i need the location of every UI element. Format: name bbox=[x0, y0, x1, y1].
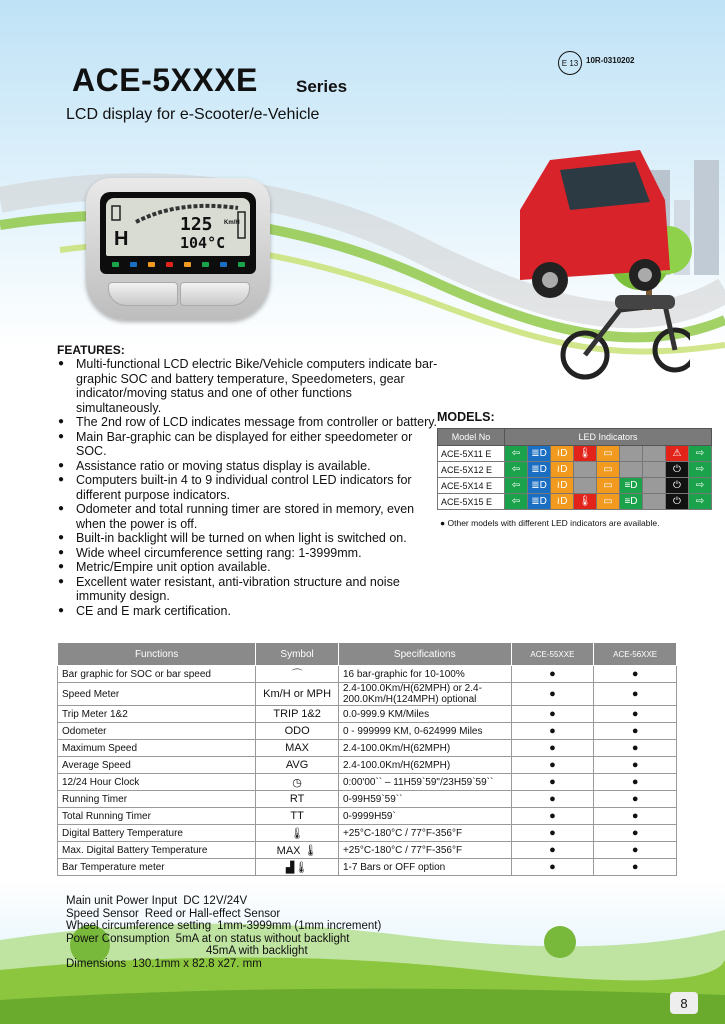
spec-function: Bar Temperature meter bbox=[58, 859, 256, 876]
spec-ace-56xxe: ● bbox=[594, 757, 677, 774]
led-cell bbox=[643, 446, 666, 462]
spec-function: 12/24 Hour Clock bbox=[58, 774, 256, 791]
spec-symbol: TT bbox=[256, 808, 339, 825]
led-cell bbox=[643, 462, 666, 478]
lcd-speed-readout: 125 bbox=[180, 214, 213, 235]
spec-function: Speed Meter bbox=[58, 683, 256, 706]
led-cell bbox=[551, 494, 574, 510]
led-cell bbox=[505, 446, 528, 462]
led-low-beam bbox=[202, 262, 209, 267]
spec-header-functions: Functions bbox=[58, 643, 256, 666]
spec-ace-56xxe: ● bbox=[594, 683, 677, 706]
general-spec-value: 130.1mm x 82.8 x27. mm bbox=[132, 957, 262, 970]
spec-function: Trip Meter 1&2 bbox=[58, 706, 256, 723]
turn-right-icon: ⇨ bbox=[689, 446, 711, 461]
spec-header-specifications: Specifications bbox=[338, 643, 511, 666]
model-name: ACE-5X15 E bbox=[438, 494, 505, 510]
fog-icon: ≀D bbox=[551, 494, 573, 509]
spec-value: 0.0-999.9 KM/Miles bbox=[338, 706, 511, 723]
temp-icon: 🌡 bbox=[574, 494, 596, 509]
spec-header-symbol: Symbol bbox=[256, 643, 339, 666]
led-temp bbox=[166, 262, 173, 267]
turn-left-icon: ⇦ bbox=[505, 478, 527, 493]
spec-ace-56xxe: ● bbox=[594, 791, 677, 808]
general-spec-label: Power Consumption bbox=[66, 932, 170, 945]
general-spec-value: DC 12V/24V bbox=[183, 895, 248, 907]
general-spec-row bbox=[66, 945, 381, 958]
low-beam-icon: ≡D bbox=[620, 478, 642, 493]
led-cell bbox=[505, 462, 528, 478]
general-spec-value: 1mm-3999mm (1mm increment) bbox=[217, 920, 382, 932]
spec-symbol: ▟🌡 bbox=[256, 859, 339, 876]
spec-ace-56xxe: ● bbox=[594, 842, 677, 859]
lcd-gear-indicator: H bbox=[114, 228, 129, 250]
fog-icon: ≀D bbox=[551, 462, 573, 477]
led-cell bbox=[597, 478, 620, 494]
headlight-icon: ≣D bbox=[528, 478, 550, 493]
spec-symbol: RT bbox=[256, 791, 339, 808]
spec-function: Total Running Timer bbox=[58, 808, 256, 825]
spec-row bbox=[58, 723, 677, 740]
spec-ace-55xxe: ● bbox=[511, 842, 594, 859]
spec-function: Running Timer bbox=[58, 791, 256, 808]
led-cell bbox=[574, 446, 597, 462]
spec-symbol: Km/H or MPH bbox=[256, 683, 339, 706]
led-turn-left bbox=[112, 262, 119, 267]
general-spec-value: 45mA with backlight bbox=[206, 945, 308, 957]
led-cell bbox=[620, 478, 643, 494]
spec-row bbox=[58, 859, 677, 876]
led-cell bbox=[689, 478, 712, 494]
e-mark-symbol: E 13 bbox=[558, 51, 582, 75]
model-row bbox=[438, 446, 712, 462]
general-spec-label: Dimensions bbox=[66, 957, 127, 970]
general-spec-row bbox=[66, 908, 381, 921]
spec-header-ace-56xxe: ACE-56XXE bbox=[594, 643, 677, 666]
led-turn-right bbox=[238, 262, 245, 267]
spec-value: 2.4-100.0Km/H(62MPH) or 2.4-200.0Km/H(124MPH) optional bbox=[338, 683, 511, 706]
spec-row bbox=[58, 757, 677, 774]
led-cell bbox=[528, 494, 551, 510]
spec-ace-56xxe: ● bbox=[594, 723, 677, 740]
lcd-screen bbox=[100, 192, 256, 274]
spec-function: Maximum Speed bbox=[58, 740, 256, 757]
led-cell bbox=[551, 462, 574, 478]
led-cell bbox=[643, 478, 666, 494]
feature-item: ● Built-in backlight will be turned on when light is switched on. bbox=[58, 531, 438, 546]
general-spec-label bbox=[66, 945, 206, 958]
spec-value: +25°C-180°C / 77°F-356°F bbox=[338, 825, 511, 842]
led-cell bbox=[689, 446, 712, 462]
feature-item: ● Main Bar-graphic can be displayed for either speedometer or SOC. bbox=[58, 430, 438, 459]
feature-item: ● The 2nd row of LCD indicates message from controller or battery. bbox=[58, 415, 438, 430]
spec-row bbox=[58, 791, 677, 808]
led-cell bbox=[666, 446, 689, 462]
spec-ace-55xxe: ● bbox=[511, 808, 594, 825]
spec-value: 0:00'00`` – 11H59`59"/23H59`59`` bbox=[338, 774, 511, 791]
spec-header-ace-55xxe: ACE-55XXE bbox=[511, 643, 594, 666]
spec-symbol: AVG bbox=[256, 757, 339, 774]
models-table-body bbox=[438, 446, 712, 510]
device-right-button bbox=[180, 282, 250, 306]
spec-ace-55xxe: ● bbox=[511, 740, 594, 757]
spec-value: 0-9999H59` bbox=[338, 808, 511, 825]
spec-row bbox=[58, 808, 677, 825]
led-power bbox=[220, 262, 227, 267]
led-fog bbox=[148, 262, 155, 267]
power-icon: ⏻ bbox=[666, 478, 688, 493]
spec-row bbox=[58, 842, 677, 859]
led-cell bbox=[574, 478, 597, 494]
series-label: Series bbox=[296, 77, 348, 96]
spec-ace-56xxe: ● bbox=[594, 859, 677, 876]
general-spec-label: Wheel circumference setting bbox=[66, 920, 212, 932]
spec-value: +25°C-180°C / 77°F-356°F bbox=[338, 842, 511, 859]
spec-ace-55xxe: ● bbox=[511, 774, 594, 791]
models-header-model: Model No bbox=[438, 429, 505, 446]
spec-ace-55xxe: ● bbox=[511, 757, 594, 774]
empty-led-cell bbox=[574, 462, 596, 477]
led-battery bbox=[184, 262, 191, 267]
spec-row bbox=[58, 706, 677, 723]
spec-ace-56xxe: ● bbox=[594, 825, 677, 842]
turn-right-icon: ⇨ bbox=[689, 494, 711, 509]
spec-function: Max. Digital Battery Temperature bbox=[58, 842, 256, 859]
spec-value: 2.4-100.0Km/H(62MPH) bbox=[338, 740, 511, 757]
model-row bbox=[438, 478, 712, 494]
feature-item: ● Excellent water resistant, anti-vibration structure and noise immunity design. bbox=[58, 575, 438, 604]
spec-ace-55xxe: ● bbox=[511, 666, 594, 683]
spec-row bbox=[58, 740, 677, 757]
led-cell bbox=[643, 494, 666, 510]
led-cell bbox=[666, 478, 689, 494]
battery-icon: ▭ bbox=[597, 446, 619, 461]
vehicle-illustrations bbox=[490, 140, 690, 380]
led-cell bbox=[505, 478, 528, 494]
headlight-icon: ≣D bbox=[528, 446, 550, 461]
headlight-icon: ≣D bbox=[528, 494, 550, 509]
led-cell bbox=[551, 478, 574, 494]
general-spec-row bbox=[66, 920, 381, 933]
spec-function: Bar graphic for SOC or bar speed bbox=[58, 666, 256, 683]
led-cell bbox=[597, 446, 620, 462]
general-spec-label: Speed Sensor bbox=[66, 907, 139, 920]
spec-ace-55xxe: ● bbox=[511, 683, 594, 706]
spec-ace-56xxe: ● bbox=[594, 666, 677, 683]
turn-right-icon: ⇨ bbox=[689, 478, 711, 493]
empty-led-cell bbox=[643, 494, 665, 509]
spec-value: 16 bar-graphic for 10-100% bbox=[338, 666, 511, 683]
feature-item: ● Assistance ratio or moving status display is available. bbox=[58, 459, 438, 474]
led-cell bbox=[620, 462, 643, 478]
model-name: ACE-5X11 E bbox=[438, 446, 505, 462]
led-headlight bbox=[130, 262, 137, 267]
spec-ace-56xxe: ● bbox=[594, 706, 677, 723]
fog-icon: ≀D bbox=[551, 446, 573, 461]
spec-symbol: ◷ bbox=[256, 774, 339, 791]
spec-value: 1-7 Bars or OFF option bbox=[338, 859, 511, 876]
spec-ace-56xxe: ● bbox=[594, 808, 677, 825]
led-cell bbox=[689, 494, 712, 510]
spec-function: Odometer bbox=[58, 723, 256, 740]
led-cell bbox=[574, 462, 597, 478]
lcd-led-row bbox=[106, 258, 250, 270]
spec-ace-55xxe: ● bbox=[511, 791, 594, 808]
headlight-icon: ≣D bbox=[528, 462, 550, 477]
page-number: 8 bbox=[670, 992, 698, 1014]
spec-row bbox=[58, 825, 677, 842]
lcd-speed-unit: Km/H bbox=[224, 220, 240, 226]
general-spec-row bbox=[66, 933, 381, 946]
spec-ace-56xxe: ● bbox=[594, 740, 677, 757]
low-beam-icon: ≡D bbox=[620, 494, 642, 509]
models-header-led: LED Indicators bbox=[505, 429, 712, 446]
spec-value: 0 - 999999 KM, 0-624999 Miles bbox=[338, 723, 511, 740]
spec-function: Average Speed bbox=[58, 757, 256, 774]
led-cell bbox=[689, 462, 712, 478]
led-cell bbox=[505, 494, 528, 510]
spec-function: Digital Battery Temperature bbox=[58, 825, 256, 842]
feature-item: ● Multi-functional LCD electric Bike/Vehicle computers indicate bar-graphic SOC and battery temperature, Speedometers, gear indicator/moving status and one of other functions simultaneously. bbox=[58, 357, 438, 415]
empty-led-cell bbox=[620, 446, 642, 461]
spec-row bbox=[58, 774, 677, 791]
features-heading: FEATURES: bbox=[57, 343, 125, 357]
spec-symbol: 🌡 bbox=[256, 825, 339, 842]
led-cell bbox=[620, 446, 643, 462]
led-cell bbox=[666, 494, 689, 510]
led-cell bbox=[574, 494, 597, 510]
model-row bbox=[438, 494, 712, 510]
specifications-table-body bbox=[58, 666, 677, 876]
feature-item: ● Wide wheel circumference setting rang: 1-3999mm. bbox=[58, 546, 438, 561]
spec-ace-55xxe: ● bbox=[511, 825, 594, 842]
spec-value: 2.4-100.0Km/H(62MPH) bbox=[338, 757, 511, 774]
general-spec-label: Main unit Power Input bbox=[66, 895, 178, 907]
spec-row bbox=[58, 683, 677, 706]
feature-item: ● CE and E mark certification. bbox=[58, 604, 438, 619]
led-cell bbox=[551, 446, 574, 462]
lcd-panel bbox=[106, 198, 250, 256]
empty-led-cell bbox=[643, 446, 665, 461]
hazard-icon: ⚠ bbox=[666, 446, 688, 461]
spec-symbol: MAX 🌡 bbox=[256, 842, 339, 859]
spec-ace-55xxe: ● bbox=[511, 706, 594, 723]
empty-led-cell bbox=[643, 478, 665, 493]
turn-left-icon: ⇦ bbox=[505, 462, 527, 477]
models-table bbox=[437, 428, 712, 510]
led-cell bbox=[528, 446, 551, 462]
led-cell bbox=[666, 462, 689, 478]
battery-icon: ▭ bbox=[597, 462, 619, 477]
lcd-device-image bbox=[86, 178, 270, 320]
general-spec-value: Reed or Hall-effect Sensor bbox=[144, 907, 281, 920]
feature-item: ● Metric/Empire unit option available. bbox=[58, 560, 438, 575]
feature-item: ● Computers built-in 4 to 9 individual control LED indicators for different purpose indicators. bbox=[58, 473, 438, 502]
models-heading: MODELS: bbox=[437, 410, 495, 424]
page-title: ACE-5XXXE bbox=[72, 62, 258, 98]
general-specs bbox=[66, 895, 381, 970]
turn-right-icon: ⇨ bbox=[689, 462, 711, 477]
model-name: ACE-5X14 E bbox=[438, 478, 505, 494]
spec-symbol: ⌒ bbox=[256, 666, 339, 683]
general-spec-value: 5mA at on status without backlight bbox=[175, 932, 350, 945]
features-list bbox=[58, 357, 438, 618]
spec-ace-55xxe: ● bbox=[511, 859, 594, 876]
page-subtitle: LCD display for e-Scooter/e-Vehicle bbox=[66, 106, 320, 123]
general-spec-row bbox=[66, 895, 381, 908]
models-note-text: Other models with different LED indicators are available. bbox=[447, 518, 660, 528]
turn-left-icon: ⇦ bbox=[505, 494, 527, 509]
led-cell bbox=[597, 462, 620, 478]
device-left-button bbox=[108, 282, 178, 306]
lcd-temperature-readout: 104°C bbox=[180, 234, 226, 252]
models-note: ● Other models with different LED indicators are available. bbox=[440, 518, 660, 528]
spec-symbol: MAX bbox=[256, 740, 339, 757]
fog-icon: ≀D bbox=[551, 478, 573, 493]
temp-icon: 🌡 bbox=[574, 446, 596, 461]
led-cell bbox=[620, 494, 643, 510]
spec-symbol: ODO bbox=[256, 723, 339, 740]
turn-left-icon: ⇦ bbox=[505, 446, 527, 461]
model-name: ACE-5X12 E bbox=[438, 462, 505, 478]
empty-led-cell bbox=[620, 462, 642, 477]
spec-row bbox=[58, 666, 677, 683]
e-mark-code: 10R-0310202 bbox=[586, 56, 635, 65]
model-row bbox=[438, 462, 712, 478]
feature-item: ● Odometer and total running timer are stored in memory, even when the power is off. bbox=[58, 502, 438, 531]
power-icon: ⏻ bbox=[666, 462, 688, 477]
led-cell bbox=[597, 494, 620, 510]
spec-ace-55xxe: ● bbox=[511, 723, 594, 740]
spec-symbol: TRIP 1&2 bbox=[256, 706, 339, 723]
battery-icon: ▭ bbox=[597, 478, 619, 493]
led-cell bbox=[528, 478, 551, 494]
battery-icon: ▭ bbox=[597, 494, 619, 509]
general-spec-row bbox=[66, 958, 381, 971]
led-cell bbox=[528, 462, 551, 478]
spec-value: 0-99H59`59`` bbox=[338, 791, 511, 808]
spec-ace-56xxe: ● bbox=[594, 774, 677, 791]
empty-led-cell bbox=[574, 478, 596, 493]
empty-led-cell bbox=[643, 462, 665, 477]
specifications-table bbox=[57, 642, 677, 876]
power-icon: ⏻ bbox=[666, 494, 688, 509]
